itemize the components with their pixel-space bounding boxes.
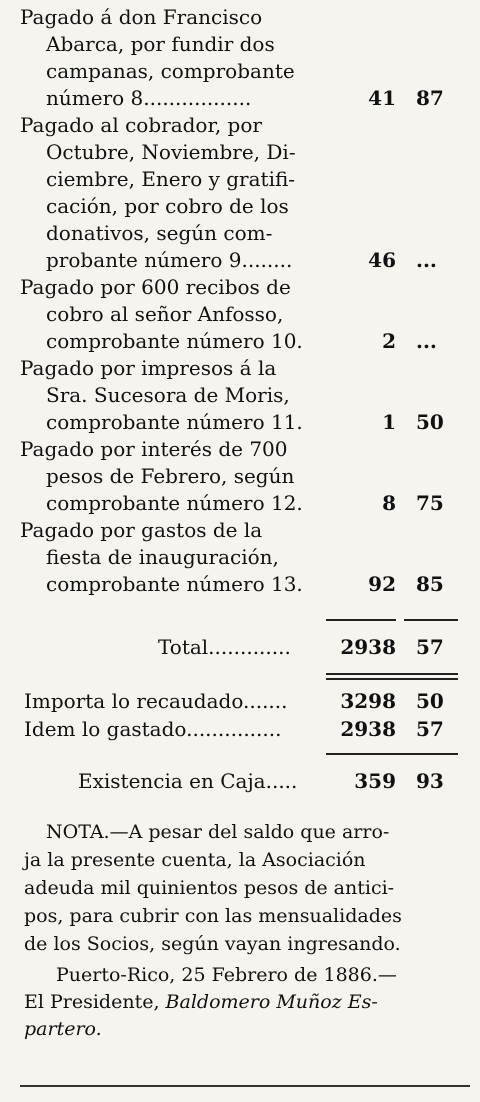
spent-label: Idem lo gastado............... [24, 717, 282, 741]
entry-text-line: número 8................. [46, 86, 252, 110]
note-line: NOTA.—A pesar del saldo que arro- [46, 821, 390, 843]
entry-text-line: Pagado por 600 recibos de [20, 275, 291, 299]
rule-cents-column [404, 619, 458, 621]
rule-pesos-column [326, 619, 396, 621]
entry-text-line: pesos de Febrero, según [46, 464, 295, 488]
collected-pesos: 3298 [340, 689, 396, 713]
double-rule [326, 678, 458, 680]
entry-text-line: ciembre, Enero y gratifi- [46, 167, 296, 191]
president-role: El Presidente, [24, 991, 160, 1013]
amount-pesos: 1 [382, 410, 396, 434]
balance-pesos: 359 [354, 769, 396, 793]
amount-pesos: 8 [382, 491, 396, 515]
entry-text-line: Pagado por impresos á la [20, 356, 277, 380]
expense-entry [0, 4, 480, 112]
amount-cents: 85 [416, 572, 444, 596]
entry-text-line: Pagado por gastos de la [20, 518, 263, 542]
amount-cents: 50 [416, 410, 444, 434]
signature-line [24, 989, 378, 1016]
entry-text-line: Sra. Sucesora de Moris, [46, 383, 290, 407]
signature-block [0, 962, 480, 1043]
entry-text-line: Pagado á don Francisco [20, 5, 263, 29]
expense-entry [0, 274, 480, 355]
president-name-continued: partero. [24, 1018, 102, 1040]
collected-label: Importa lo recaudado....... [24, 689, 288, 713]
entry-text-line: probante número 9........ [46, 248, 293, 272]
spent-row [0, 714, 480, 744]
place-date: Puerto-Rico, 25 Febrero de 1886.— [56, 964, 397, 986]
spent-pesos: 2938 [340, 717, 396, 741]
entry-text-line: campanas, comprobante [46, 59, 295, 83]
expense-entry [0, 355, 480, 436]
entry-text-line: comprobante número 13. [46, 572, 303, 596]
rule-balance [326, 753, 458, 755]
spent-cents: 57 [416, 717, 444, 741]
note-line: pos, para cubrir con las mensualidades [24, 905, 402, 927]
entry-text-line: donativos, según com- [46, 221, 273, 245]
entry-text-line: comprobante número 11. [46, 410, 303, 434]
total-label: Total............. [158, 635, 291, 659]
note-line: ja la presente cuenta, la Asociación [24, 849, 366, 871]
expense-list [0, 4, 480, 598]
entry-text-line: cobro al señor Anfosso, [46, 302, 284, 326]
balance-row [0, 766, 480, 796]
balance-cents: 93 [416, 769, 444, 793]
note-line: de los Socios, según vayan ingresando. [24, 933, 401, 955]
entry-text-line: Pagado por interés de 700 [20, 437, 288, 461]
amount-cents: ... [416, 248, 437, 272]
note-paragraph [0, 818, 480, 958]
expense-entry [0, 112, 480, 274]
note-line: adeuda mil quinientos pesos de antici- [24, 877, 395, 899]
collected-row [0, 686, 480, 716]
expense-entry [0, 436, 480, 517]
amount-pesos: 2 [382, 329, 396, 353]
amount-cents: ... [416, 329, 437, 353]
double-rule [326, 673, 458, 675]
total-row [0, 632, 480, 662]
bottom-rule [20, 1085, 470, 1087]
amount-pesos: 41 [368, 86, 396, 110]
entry-text-line: comprobante número 10. [46, 329, 303, 353]
expense-entry [0, 517, 480, 598]
entry-text-line: Abarca, por fundir dos [46, 32, 275, 56]
entry-text-line: Pagado al cobrador, por [20, 113, 262, 137]
entry-text-line: fiesta de inauguración, [46, 545, 279, 569]
entry-text-line: comprobante número 12. [46, 491, 303, 515]
balance-label: Existencia en Caja..... [78, 769, 298, 793]
amount-cents: 87 [416, 86, 444, 110]
total-cents: 57 [416, 635, 444, 659]
collected-cents: 50 [416, 689, 444, 713]
amount-pesos: 46 [368, 248, 396, 272]
amount-pesos: 92 [368, 572, 396, 596]
entry-text-line: Octubre, Noviembre, Di- [46, 140, 296, 164]
total-pesos: 2938 [340, 635, 396, 659]
entry-text-line: cación, por cobro de los [46, 194, 289, 218]
president-name: Baldomero Muñoz Es- [165, 991, 378, 1013]
amount-cents: 75 [416, 491, 444, 515]
